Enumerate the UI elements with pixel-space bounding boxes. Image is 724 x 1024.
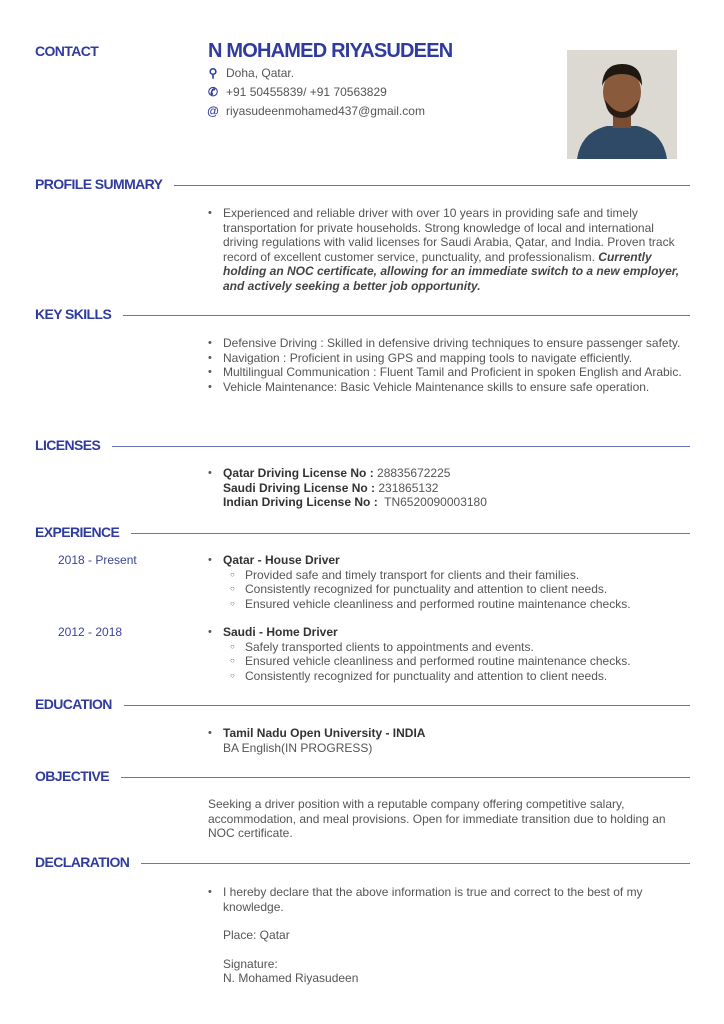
candidate-name: N MOHAMED RIYASUDEEN xyxy=(208,40,453,62)
location-text: Doha, Qatar. xyxy=(226,66,295,80)
signature-name: N. Mohamed Riyasudeen xyxy=(223,971,359,986)
job-duty: ○ Consistently recognized for punctuality and attention to client needs. xyxy=(208,669,690,684)
experience-item xyxy=(208,625,690,683)
profile-summary xyxy=(208,206,690,294)
job-title: Qatar - House Driver xyxy=(223,553,340,567)
objective-text: Seeking a driver position with a reputable company offering competitive salary, accommodation, and meal provisions. Open for immediate transition due to holding an NOC certificate. xyxy=(208,797,666,841)
job-duty: ○ Consistently recognized for punctuality and attention to client needs. xyxy=(208,582,690,597)
job-duty: ○ Safely transported clients to appointments and events. xyxy=(208,640,690,655)
job-duty: ○ Provided safe and timely transport for clients and their families. xyxy=(208,568,690,583)
declaration-text: • I hereby declare that the above information is true and correct to the best of my knowledge. xyxy=(223,885,643,914)
summary-text: Experienced and reliable driver with over 10 years in providing safe and timely transportation for private households. Strong knowledge of local and international driving regulations with valid licenses for Saudi Arabia, Qatar, and India. Proven track record of excellent customer service, punctuality, and professionalism. xyxy=(223,206,675,264)
phone-text: +91 50455839/ +91 70563829 xyxy=(226,85,387,99)
contact-phone xyxy=(206,85,387,99)
skills-list xyxy=(208,336,690,394)
degree: BA English(IN PROGRESS) xyxy=(223,740,373,755)
location-pin-icon: ⚲ xyxy=(208,66,218,80)
skill-item: • Navigation : Proficient in using GPS and mapping tools to navigate efficiently. xyxy=(208,351,690,366)
education-item xyxy=(208,726,690,755)
at-icon: @ xyxy=(207,104,219,118)
signature-label: Signature: xyxy=(223,956,278,971)
skill-item: • Defensive Driving : Skilled in defensive driving techniques to ensure passenger safety. xyxy=(208,336,690,351)
experience-dates: 2018 - Present xyxy=(58,553,137,567)
contact-email xyxy=(206,104,425,118)
licenses-heading: LICENSES xyxy=(35,437,112,453)
license-indian: Indian Driving License No : TN6520090003180 xyxy=(223,495,487,510)
skill-item: • Vehicle Maintenance: Basic Vehicle Maintenance skills to ensure safe operation. xyxy=(208,380,690,395)
experience-item xyxy=(208,553,690,611)
place: Place: Qatar xyxy=(223,928,290,943)
license-saudi: Saudi Driving License No : 231865132 xyxy=(223,480,439,495)
objective-heading: OBJECTIVE xyxy=(35,768,121,784)
job-title: Saudi - Home Driver xyxy=(223,625,338,639)
licenses-list xyxy=(208,466,690,510)
key-skills-heading: KEY SKILLS xyxy=(35,306,123,322)
job-duty: ○ Ensured vehicle cleanliness and performed routine maintenance checks. xyxy=(208,654,690,669)
summary-emphasis: Currently holding an NOC certificate, allowing for an immediate switch to a new employer, and actively seeking a better job opportunity. xyxy=(223,249,680,293)
profile-summary-heading: PROFILE SUMMARY xyxy=(35,176,174,192)
email-text: riyasudeenmohamed437@gmail.com xyxy=(226,104,425,118)
profile-photo xyxy=(567,50,677,159)
declaration xyxy=(208,885,690,986)
education-heading: EDUCATION xyxy=(35,696,124,712)
school: Tamil Nadu Open University - INDIA xyxy=(223,726,426,740)
skill-item: • Multilingual Communication : Fluent Tamil and Proficient in spoken English and Arabic. xyxy=(208,365,690,380)
experience-heading: EXPERIENCE xyxy=(35,524,131,540)
contact-location xyxy=(206,66,294,80)
phone-icon: ✆ xyxy=(207,85,219,99)
experience-dates: 2012 - 2018 xyxy=(58,625,123,639)
contact-heading: CONTACT xyxy=(35,43,110,59)
license-qatar: • Qatar Driving License No : 28835672225 xyxy=(223,466,451,480)
declaration-heading: DECLARATION xyxy=(35,854,141,870)
job-duty: ○ Ensured vehicle cleanliness and performed routine maintenance checks. xyxy=(208,597,690,612)
